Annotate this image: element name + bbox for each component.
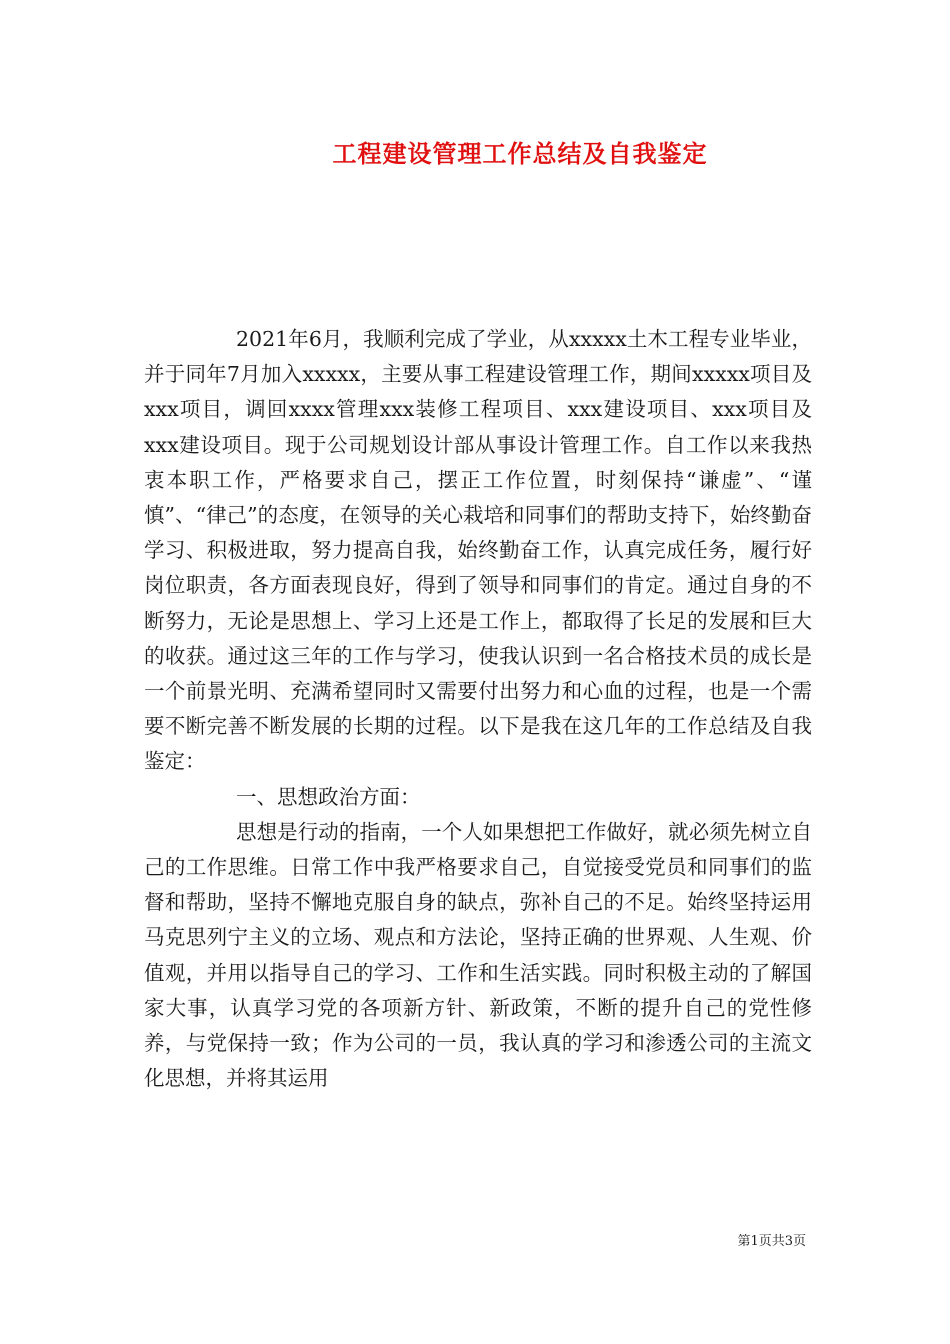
page-title: 工程建设管理工作总结及自我鉴定 [332,139,708,168]
page-number: 第1页共3页 [737,1234,806,1249]
section-heading-ideology: 一、思想政治方面： [236,784,421,809]
section-paragraph-ideology: 思想是行动的指南，一个人如果想把工作做好，就必须先树立自己的工作思维。日常工作中我严格要求自己，自觉接受党员和同事们的监督和帮助，坚持不懈地克服自身的缺点，弥补自己的不足。始终坚持运用马克思列宁主义的立场、观点和方法论，坚持正确的世界观、人生观、价值观，并用以指导自己的学习、工作和生活实践。同时积极主动的了解国家大事，认真学习党的各项新方针、新政策，不断的提升自己的党性修养，与党保持一致；作为公司的一员，我认真的学习和渗透公司的主流文化思想，并将其运用 [144,819,812,1091]
document-body [144,322,812,1096]
intro-paragraph: 2021年6月，我顺利完成了学业，从xxxxx土木工程专业毕业，并于同年7月加入xxxxx，主要从事工程建设管理工作，期间xxxxx项目及xxx项目，调回xxxx管理xxx装修工程项目、xxx建设项目、xxx项目及xxx建设项目。现于公司规划设计部从事设计管理工作。自工作以来我热衷本职工作，严格要求自己，摆正工作位置，时刻保持“谦虚”、“谨慎”、“律己”的态度，在领导的关心栽培和同事们的帮助支持下，始终勤奋学习、积极进取，努力提高自我，始终勤奋工作，认真完成任务，履行好岗位职责，各方面表现良好，得到了领导和同事们的肯定。通过自身的不断努力，无论是思想上、学习上还是工作上，都取得了长足的发展和巨大的收获。通过这三年的工作与学习，使我认识到一名合格技术员的成长是一个前景光明、充满希望同时又需要付出努力和心血的过程，也是一个需要不断完善不断发展的长期的过程。以下是我在这几年的工作总结及自我鉴定： [144,327,812,774]
